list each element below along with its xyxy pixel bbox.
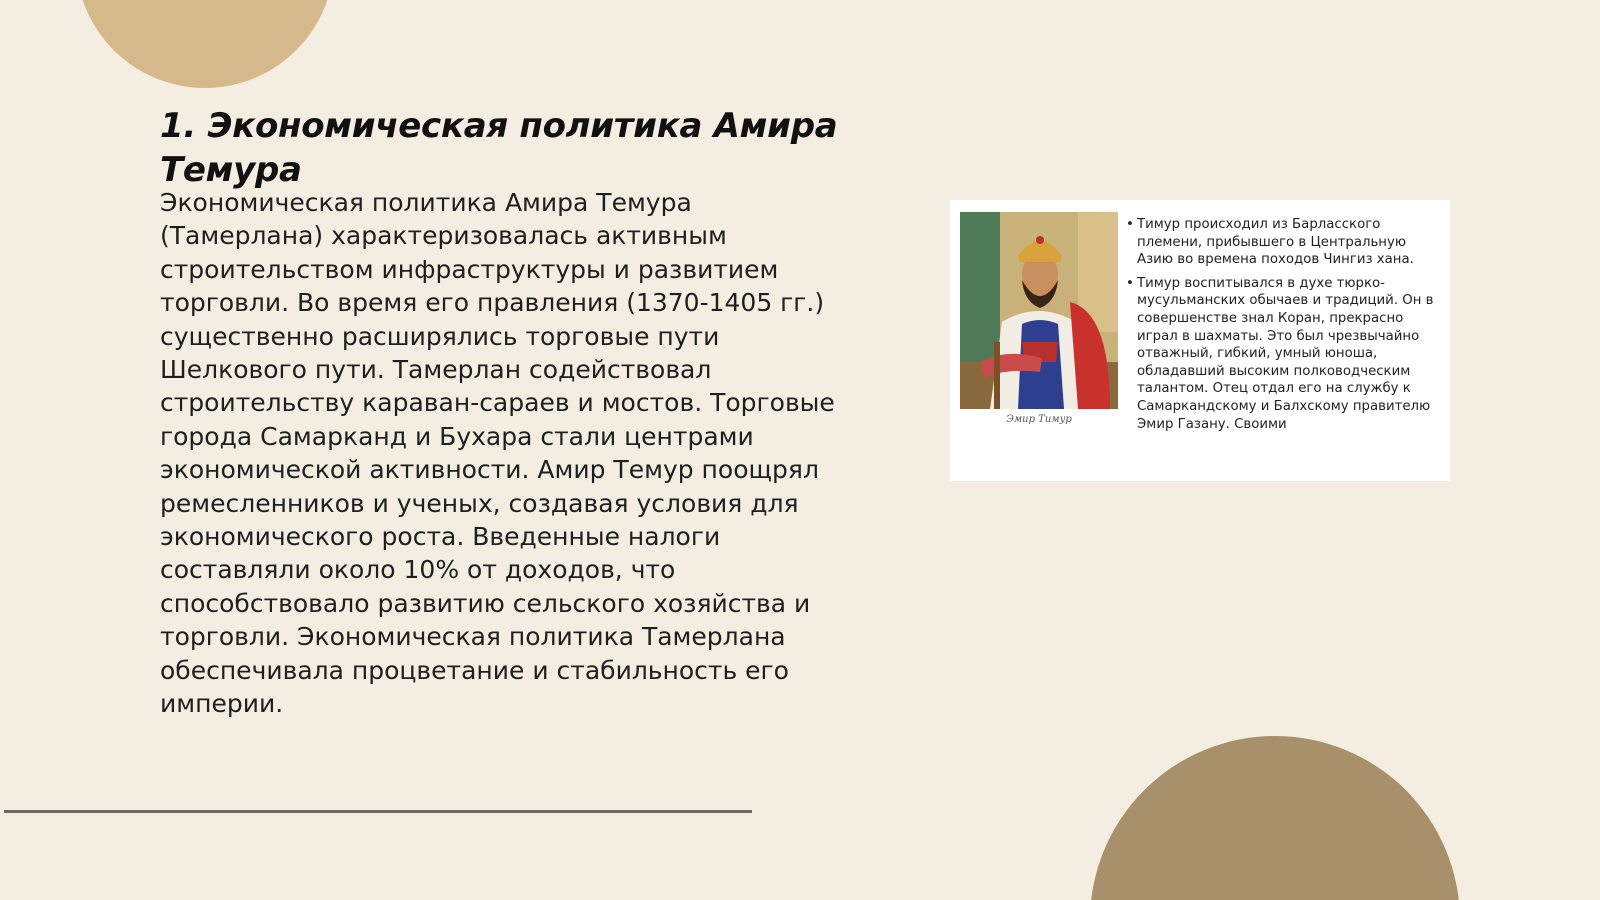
decorative-circle-bottom: [1090, 736, 1460, 900]
decorative-circle-top: [76, 0, 334, 88]
list-item: • Тимур происходил из Барласского племени, прибывшего в Центральную Азию во времена походов Чингиз хана.: [1126, 216, 1442, 269]
timur-portrait-image: [960, 212, 1118, 409]
divider-line: [4, 810, 752, 813]
slide-body-text: Экономическая политика Амира Темура (Тамерлана) характеризовалась активным строительством инфраструктуры и развитием торговли. Во время его правления (1370-1405 гг.) существенно расширялись торговые пути Шелкового пути. Тамерлан содействовал строительству караван-сараев и мостов. Торговые города Самарканд и Бухара стали центрами экономической активности. Амир Темур поощрял ремесленников и ученых, создавая условия для экономического роста. Введенные налоги составляли около 10% от доходов, что способствовало развитию сельского хозяйства и торговли. Экономическая политика Тамерлана обеспечивала процветание и стабильность его империи.: [160, 188, 835, 719]
list-item: • Тимур воспитывался в духе тюрко-мусульманских обычаев и традиций. Он в совершенстве знал Коран, прекрасно играл в шахматы. Это был чрезвычайно отважный, гибкий, умный юноша, обладавший высоким полководческим талантом. Отец отдал его на службу к Самаркандскому и Балхскому правителю Эмир Газану. Своими: [1126, 275, 1442, 433]
slide-title: 1. Экономическая политика Амира Темура: [160, 106, 838, 190]
timur-info-image: [950, 200, 1450, 481]
timur-facts-list: [1126, 216, 1442, 439]
portrait-caption: Эмир Тимур: [1006, 414, 1072, 425]
